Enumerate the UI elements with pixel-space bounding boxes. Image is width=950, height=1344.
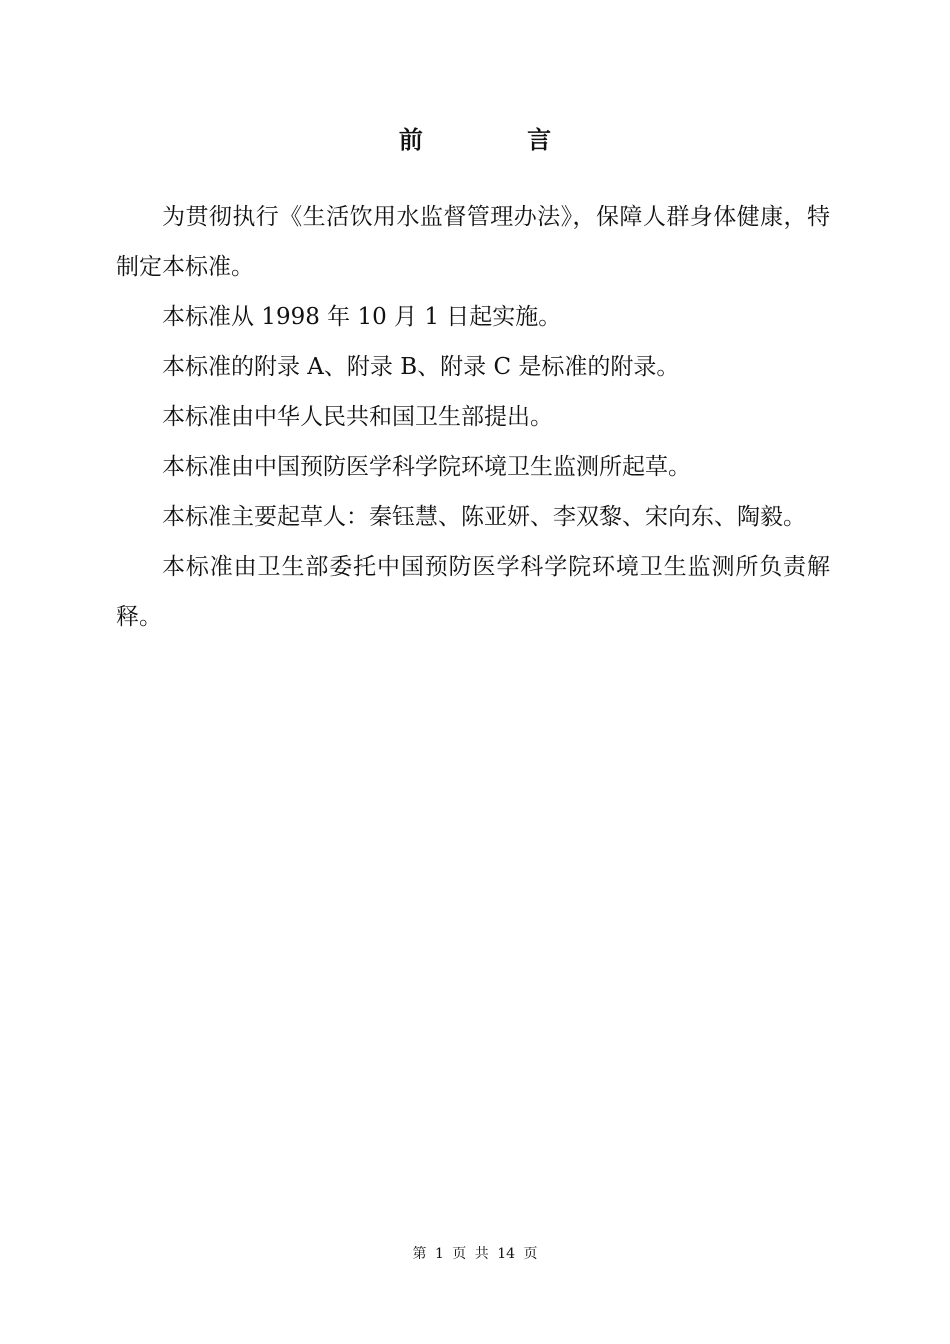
paragraph: 本标准由中国预防医学科学院环境卫生监测所起草。 <box>162 454 691 480</box>
paragraph: 本标准由卫生部委托中国预防医学科学院环境卫生监测所负责解释。 <box>116 554 830 630</box>
paragraph: 本标准从 1998 年 10 月 1 日起实施。 <box>162 304 562 330</box>
paragraph: 本标准由中华人民共和国卫生部提出。 <box>162 404 553 430</box>
page-number-footer: 第 1 页 共 14 页 <box>412 1246 538 1262</box>
document-body <box>116 192 830 642</box>
paragraph: 本标准主要起草人：秦钰慧、陈亚妍、李双黎、宋向东、陶毅。 <box>162 504 806 530</box>
page-title: 前 言 <box>398 125 600 154</box>
paragraph: 本标准的附录 A、附录 B、附录 C 是标准的附录。 <box>162 354 680 380</box>
paragraph: 为贯彻执行《生活饮用水监督管理办法》，保障人群身体健康，特制定本标准。 <box>116 204 830 280</box>
